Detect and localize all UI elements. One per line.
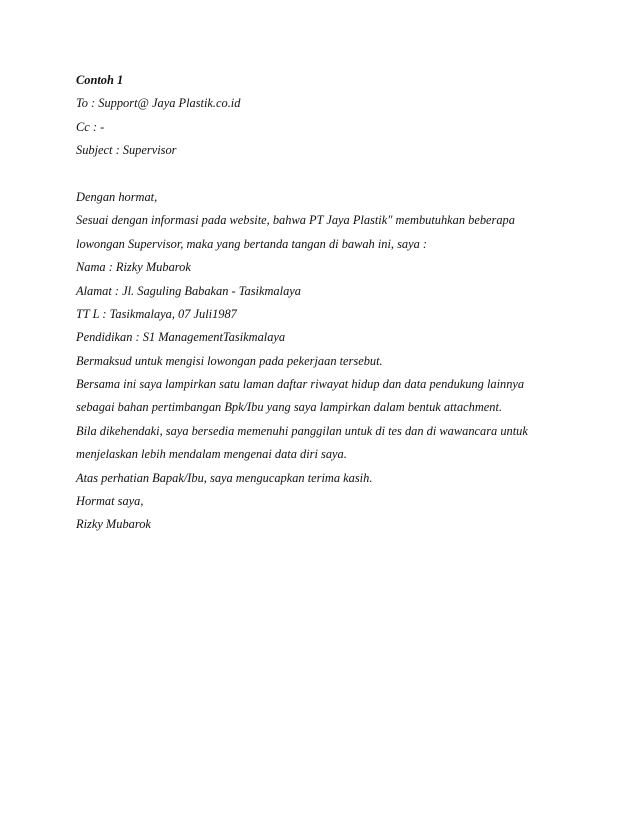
closing-regards: Hormat saya, <box>76 494 144 509</box>
education-line: Pendidikan : S1 ManagementTasikmalaya <box>76 330 286 345</box>
paragraph-line: Bermaksud untuk mengisi lowongan pada pekerjaan tersebut. <box>76 353 383 368</box>
paragraph-line: sebagai bahan pertimbangan Bpk/Ibu yang saya lampirkan dalam bentuk attachment. <box>76 400 503 415</box>
spacer <box>76 163 566 186</box>
paragraph-line: Bersama ini saya lampirkan satu laman daftar riwayat hidup dan data pendukung lainnya <box>76 377 525 392</box>
paragraph-line: Bila dikehendaki, saya bersedia memenuhi panggilan untuk di tes dan di wawancara untuk <box>76 423 528 438</box>
letter-heading: Contoh 1 <box>76 73 124 87</box>
signature-name: Rizky Mubarok <box>76 517 151 532</box>
birth-line: TT L : Tasikmalaya, 07 Juli1987 <box>76 306 237 321</box>
subject-line: Subject : Supervisor <box>76 143 177 158</box>
paragraph-line: menjelaskan lebih mendalam mengenai data diri saya. <box>76 447 347 462</box>
letter-body <box>76 69 566 537</box>
cc-line: Cc : - <box>76 119 105 134</box>
to-line: To : Support@ Jaya Plastik.co.id <box>76 96 241 111</box>
closing-thanks: Atas perhatian Bapak/Ibu, saya mengucapkan terima kasih. <box>76 470 373 485</box>
paragraph-line: Sesuai dengan informasi pada website, bahwa PT Jaya Plastik" membutuhkan beberapa <box>76 213 515 228</box>
address-line: Alamat : Jl. Saguling Babakan - Tasikmalaya <box>76 283 301 298</box>
name-line: Nama : Rizky Mubarok <box>76 260 191 275</box>
paragraph-line: lowongan Supervisor, maka yang bertanda tangan di bawah ini, saya : <box>76 236 428 251</box>
salutation: Dengan hormat, <box>76 189 158 204</box>
